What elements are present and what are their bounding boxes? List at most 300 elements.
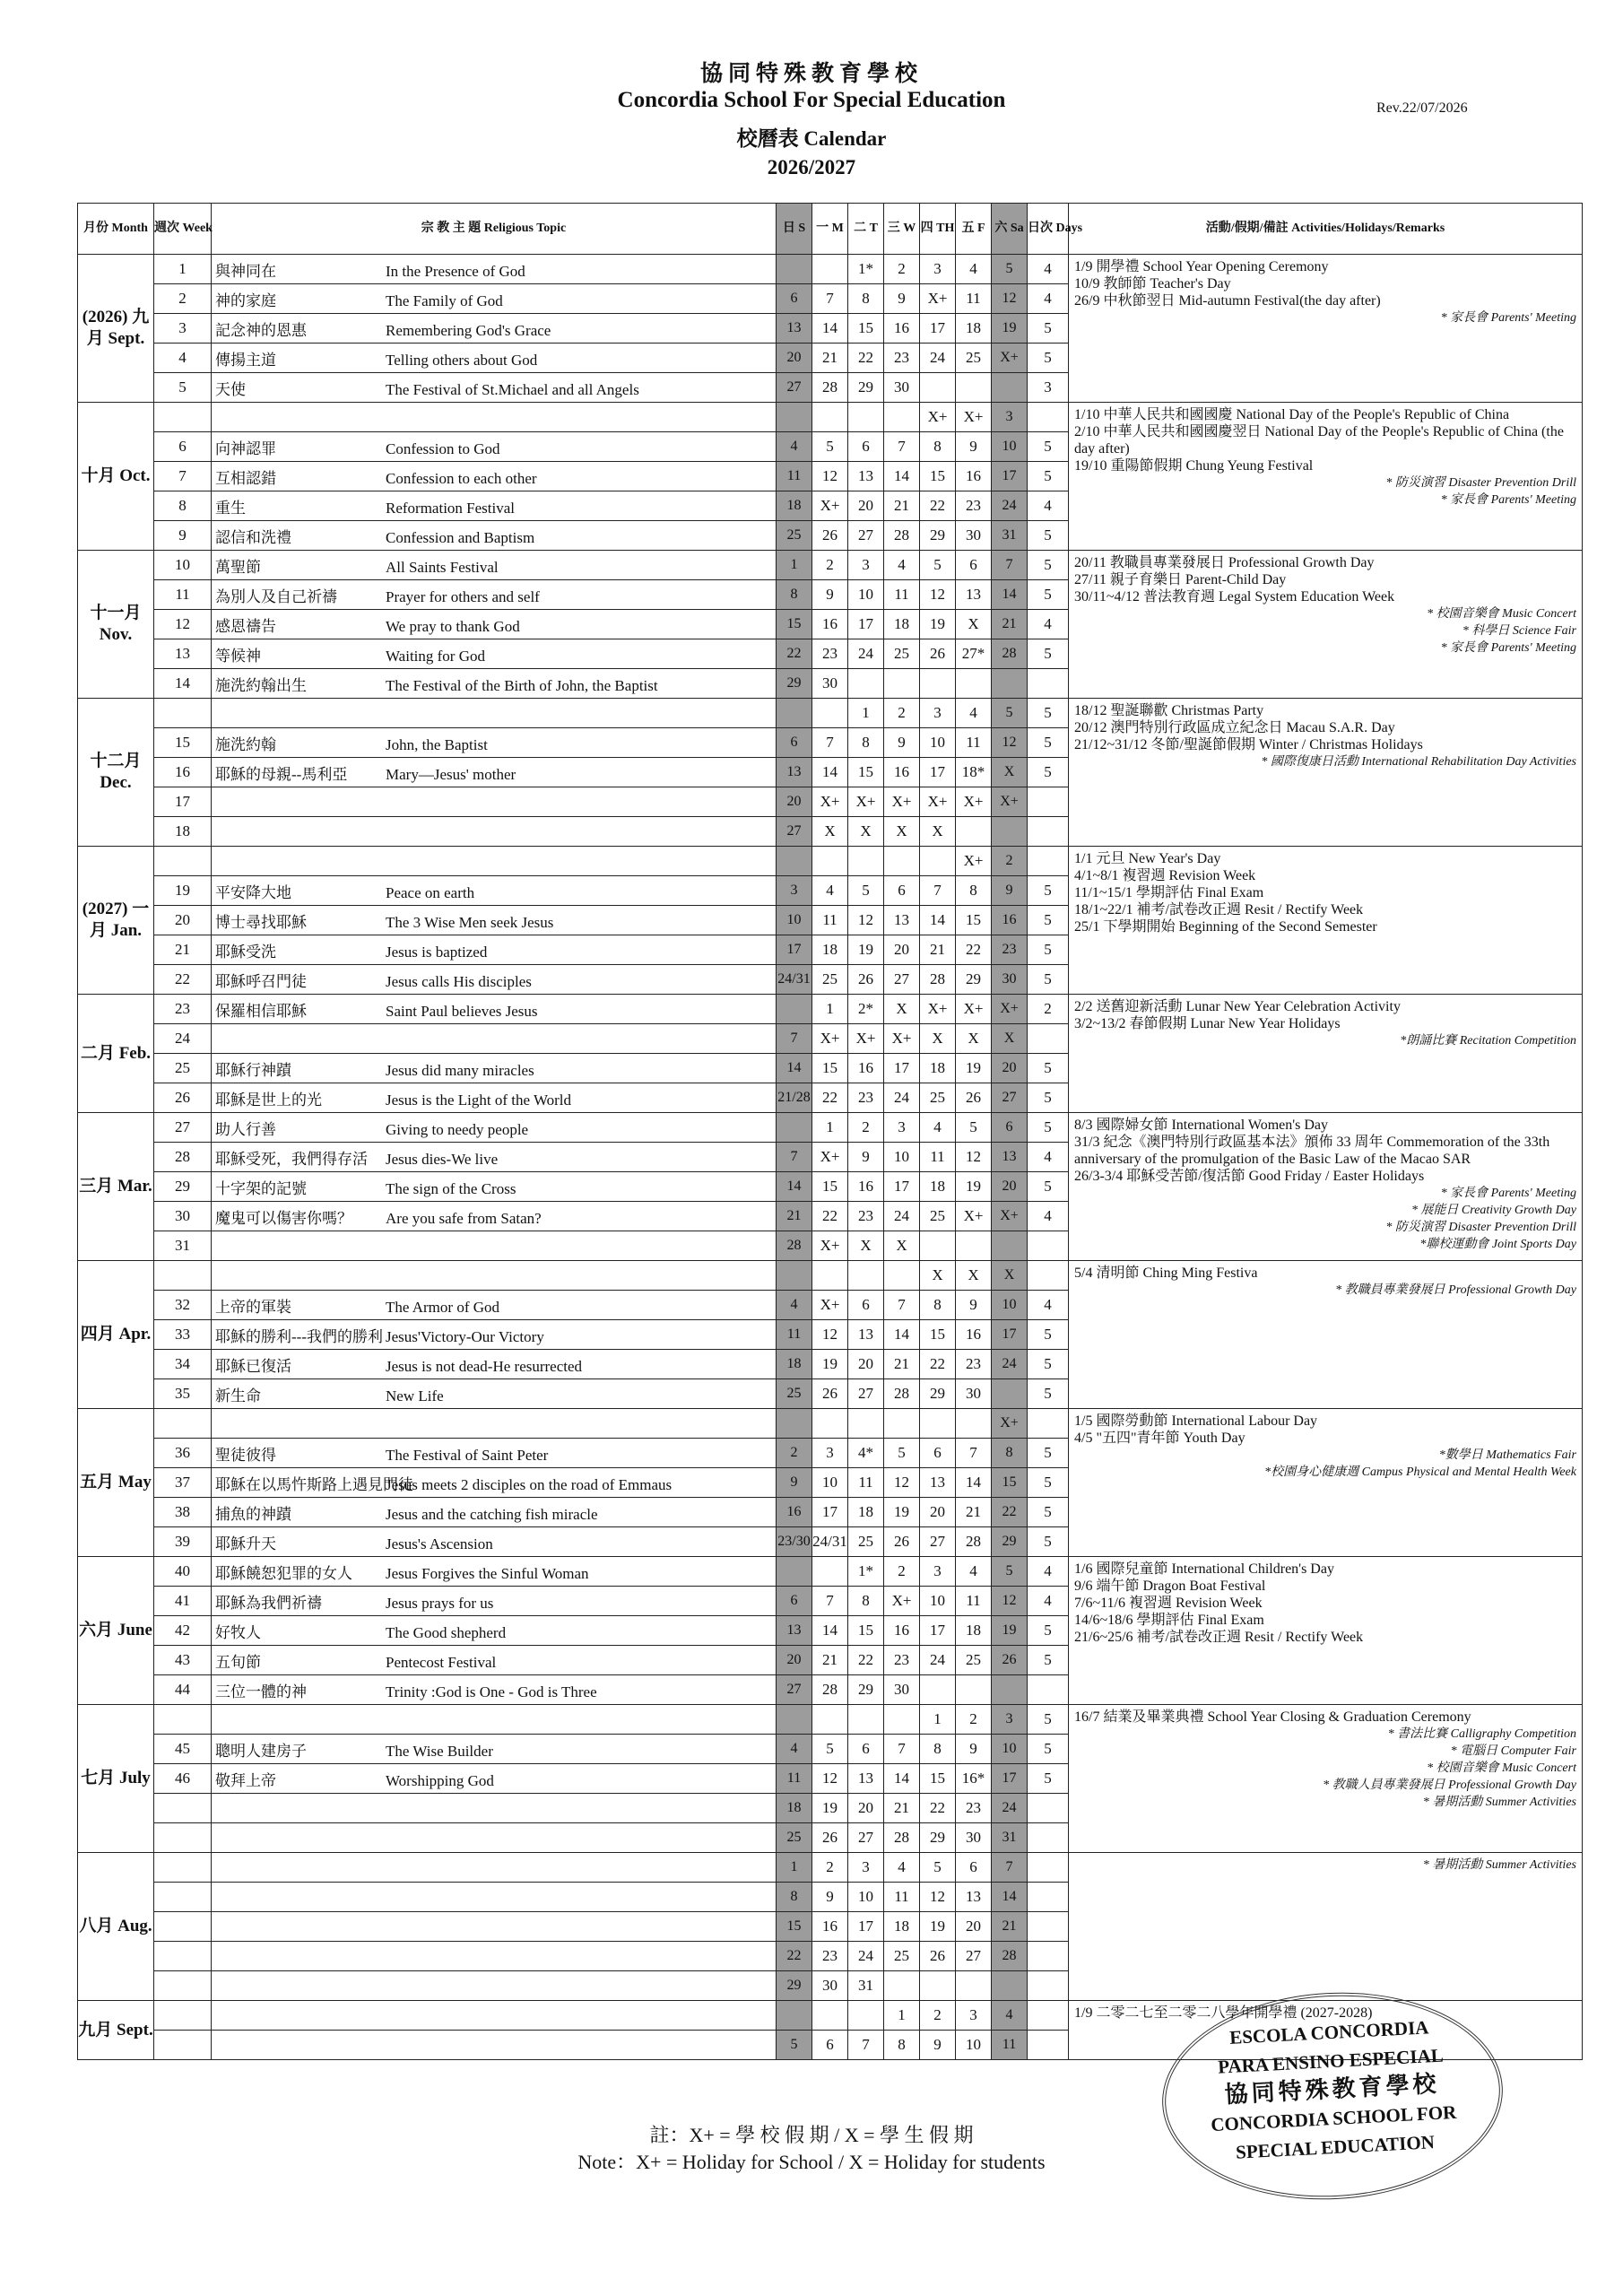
day-cell: 25: [777, 1823, 812, 1853]
day-cell: X+: [884, 787, 920, 817]
day-cell: 9: [812, 1883, 848, 1912]
day-cell: 9: [956, 1291, 992, 1320]
day-cell: 1: [777, 1853, 812, 1883]
day-count: 5: [1028, 1350, 1069, 1379]
day-cell: 20: [884, 935, 920, 965]
day-cell: 8: [956, 876, 992, 906]
religious-topic: [212, 1616, 777, 1646]
day-cell: 6: [920, 1439, 956, 1468]
day-cell: 12: [956, 1143, 992, 1172]
day-cell: 26: [920, 1942, 956, 1971]
religious-topic: [212, 876, 777, 906]
day-cell: X: [920, 817, 956, 847]
topic-zh: 感恩禱告: [215, 617, 276, 635]
day-cell: 3: [956, 2001, 992, 2031]
day-cell: 8: [777, 580, 812, 610]
day-cell: 7: [777, 1024, 812, 1054]
activity-item: 18/12 聖誕聯歡 Christmas Party: [1074, 703, 1264, 718]
day-count: [1028, 1231, 1069, 1261]
week-number: [154, 1971, 212, 2001]
day-cell: 19: [956, 1172, 992, 1202]
day-cell: [812, 403, 848, 432]
day-count: [1028, 1675, 1069, 1705]
remark-item: * 電腦日 Computer Fair: [1450, 1744, 1576, 1758]
day-count: 2: [1028, 995, 1069, 1024]
day-cell: [956, 1675, 992, 1705]
activity-item: 3/2~13/2 春節假期 Lunar New Year Holidays: [1074, 1016, 1341, 1031]
day-cell: 18: [848, 1498, 884, 1527]
day-cell: 20: [848, 1350, 884, 1379]
topic-en: New Life: [386, 1387, 444, 1405]
religious-topic: [212, 551, 777, 580]
day-cell: X+: [992, 995, 1028, 1024]
day-cell: [920, 1675, 956, 1705]
topic-zh: 耶穌升天: [215, 1535, 276, 1552]
month-label: 三月 Mar.: [78, 1113, 154, 1261]
day-cell: 1: [777, 551, 812, 580]
day-cell: 23: [956, 1794, 992, 1823]
day-cell: 14: [812, 1616, 848, 1646]
day-cell: 26: [920, 639, 956, 669]
topic-zh: 好牧人: [215, 1623, 261, 1641]
day-count: 4: [1028, 255, 1069, 284]
day-cell: 7: [812, 284, 848, 314]
day-cell: [848, 1261, 884, 1291]
day-cell: 11: [777, 1764, 812, 1794]
day-cell: 14: [920, 906, 956, 935]
day-cell: 4: [992, 2001, 1028, 2031]
day-cell: 16: [884, 314, 920, 344]
week-number: 20: [154, 906, 212, 935]
day-cell: 17: [848, 610, 884, 639]
day-count: [1028, 1971, 1069, 2001]
topic-zh: 魔鬼可以傷害你嗎？: [215, 1209, 352, 1227]
religious-topic: [212, 1942, 777, 1971]
day-cell: 15: [848, 314, 884, 344]
week-number: 7: [154, 462, 212, 491]
day-cell: 27: [992, 1083, 1028, 1113]
column-header: 活動/假期/備註 Activities/Holidays/Remarks: [1069, 204, 1583, 255]
day-cell: 9: [956, 432, 992, 462]
day-cell: 25: [956, 1646, 992, 1675]
day-cell: 22: [920, 491, 956, 521]
activity-item: 20/11 教職員專業發展日 Professional Growth Day: [1074, 555, 1375, 570]
day-cell: 26: [812, 1379, 848, 1409]
topic-en: Jesus'Victory-Our Victory: [386, 1327, 544, 1345]
week-number: 13: [154, 639, 212, 669]
day-cell: 7: [812, 1587, 848, 1616]
table-row: [78, 1853, 1583, 1883]
day-cell: 21/28: [777, 1083, 812, 1113]
religious-topic: [212, 314, 777, 344]
day-cell: 13: [777, 314, 812, 344]
day-cell: X+: [812, 1143, 848, 1172]
activity-item: 1/6 國際兒童節 International Children's Day: [1074, 1561, 1334, 1577]
day-cell: 7: [884, 1291, 920, 1320]
day-count: [1028, 1261, 1069, 1291]
topic-en: The Good shepherd: [386, 1623, 507, 1641]
table-row: [78, 1557, 1583, 1587]
topic-zh: 傳揚主道: [215, 351, 276, 369]
religious-topic: [212, 610, 777, 639]
day-cell: 28: [920, 965, 956, 995]
week-number: 8: [154, 491, 212, 521]
week-number: 30: [154, 1202, 212, 1231]
day-cell: 3: [920, 255, 956, 284]
day-cell: 22: [992, 1498, 1028, 1527]
day-cell: 8: [920, 1735, 956, 1764]
day-cell: 10: [920, 1587, 956, 1616]
day-cell: 11: [992, 2031, 1028, 2060]
day-cell: [812, 1409, 848, 1439]
day-cell: 15: [920, 1764, 956, 1794]
day-cell: [920, 847, 956, 876]
day-count: [1028, 1912, 1069, 1942]
day-cell: 8: [848, 1587, 884, 1616]
activity-item: 7/6~11/6 複習週 Revision Week: [1074, 1596, 1263, 1611]
topic-zh: 施洗約翰出生: [215, 676, 307, 694]
day-cell: 21: [920, 935, 956, 965]
religious-topic: [212, 403, 777, 432]
day-cell: 11: [956, 284, 992, 314]
religious-topic: [212, 521, 777, 551]
day-cell: 16: [812, 610, 848, 639]
day-count: [1028, 669, 1069, 699]
day-count: 5: [1028, 1705, 1069, 1735]
day-count: [1028, 847, 1069, 876]
day-cell: 10: [777, 906, 812, 935]
day-cell: 5: [992, 1557, 1028, 1587]
day-cell: 24: [920, 1646, 956, 1675]
day-cell: 30: [992, 965, 1028, 995]
day-cell: [884, 1409, 920, 1439]
calendar-title: 校曆表 Calendar: [736, 127, 887, 150]
day-cell: 14: [777, 1054, 812, 1083]
topic-en: Jesus dies-We live: [386, 1150, 499, 1168]
day-cell: [848, 669, 884, 699]
day-cell: 22: [956, 935, 992, 965]
remark-item: *數學日 Mathematics Fair: [1438, 1448, 1576, 1462]
religious-topic: [212, 995, 777, 1024]
week-number: 37: [154, 1468, 212, 1498]
activity-item: 1/9 開學禮 School Year Opening Ceremony: [1074, 259, 1329, 274]
topic-zh: 聖徒彼得: [215, 1446, 276, 1464]
day-cell: [992, 669, 1028, 699]
day-cell: 8: [920, 432, 956, 462]
day-cell: 24: [992, 1350, 1028, 1379]
day-cell: 16: [884, 1616, 920, 1646]
day-count: 5: [1028, 728, 1069, 758]
topic-zh: 五旬節: [215, 1653, 261, 1671]
day-count: 5: [1028, 876, 1069, 906]
day-cell: 10: [848, 580, 884, 610]
day-count: 4: [1028, 1202, 1069, 1231]
day-count: 4: [1028, 1143, 1069, 1172]
topic-zh: 施洗約翰: [215, 735, 276, 753]
religious-topic: [212, 935, 777, 965]
day-cell: 27: [848, 1379, 884, 1409]
remark-item: * 國際復康日活動 International Rehabilitation Day Activities: [1261, 755, 1576, 769]
day-cell: 7: [992, 551, 1028, 580]
week-number: 35: [154, 1379, 212, 1409]
day-cell: 9: [848, 1143, 884, 1172]
remark-item: * 家長會 Parents' Meeting: [1440, 311, 1576, 325]
activity-item: 18/1~22/1 補考/試卷改正週 Resit / Rectify Week: [1074, 902, 1364, 918]
religious-topic: [212, 1083, 777, 1113]
religious-topic: [212, 2001, 777, 2031]
day-cell: 5: [777, 2031, 812, 2060]
day-cell: 11: [777, 1320, 812, 1350]
week-number: 38: [154, 1498, 212, 1527]
day-cell: 28: [992, 1942, 1028, 1971]
topic-en: Jesus is baptized: [386, 943, 488, 961]
day-cell: 12: [920, 1883, 956, 1912]
topic-en: In the Presence of God: [386, 262, 525, 280]
topic-en: Prayer for others and self: [386, 587, 540, 605]
topic-zh: 耶穌的母親--馬利亞: [215, 765, 348, 783]
day-cell: 5: [920, 551, 956, 580]
week-number: 25: [154, 1054, 212, 1083]
day-cell: 17: [920, 758, 956, 787]
day-cell: [812, 255, 848, 284]
day-cell: [812, 1261, 848, 1291]
religious-topic: [212, 1113, 777, 1143]
day-cell: 13: [848, 1764, 884, 1794]
day-cell: 14: [884, 1764, 920, 1794]
day-cell: 27*: [956, 639, 992, 669]
topic-en: The 3 Wise Men seek Jesus: [386, 913, 554, 931]
week-number: 9: [154, 521, 212, 551]
day-cell: 8: [884, 2031, 920, 2060]
day-cell: [992, 1231, 1028, 1261]
school-name-en: Concordia School For Special Education: [617, 88, 1006, 112]
school-calendar-table: [77, 203, 1583, 2060]
activities-cell: [1069, 699, 1583, 847]
week-number: 44: [154, 1675, 212, 1705]
activity-item: 9/6 端午節 Dragon Boat Festival: [1074, 1578, 1266, 1594]
day-count: 5: [1028, 314, 1069, 344]
topic-zh: 耶穌呼召門徒: [215, 972, 307, 990]
religious-topic: [212, 1675, 777, 1705]
religious-topic: [212, 1320, 777, 1350]
week-number: 26: [154, 1083, 212, 1113]
day-cell: 20: [956, 1912, 992, 1942]
day-cell: 25: [848, 1527, 884, 1557]
day-cell: 18: [884, 1912, 920, 1942]
day-count: [1028, 1794, 1069, 1823]
day-cell: 5: [884, 1439, 920, 1468]
activities-cell: [1069, 403, 1583, 551]
week-number: 17: [154, 787, 212, 817]
activity-item: 14/6~18/6 學期評估 Final Exam: [1074, 1613, 1264, 1628]
stamp-line: PARA ENSINO ESPECIAL: [1217, 2044, 1445, 2078]
column-header: 日 S: [777, 204, 812, 255]
religious-topic: [212, 1172, 777, 1202]
day-cell: 31: [992, 521, 1028, 551]
day-cell: 26: [956, 1083, 992, 1113]
topic-en: Jesus did many miracles: [386, 1061, 534, 1079]
religious-topic: [212, 1202, 777, 1231]
day-cell: 7: [992, 1853, 1028, 1883]
day-cell: 23: [956, 1350, 992, 1379]
week-number: 32: [154, 1291, 212, 1320]
topic-en: Jesus calls His disciples: [386, 972, 532, 990]
topic-en: All Saints Festival: [386, 558, 499, 576]
week-number: 4: [154, 344, 212, 373]
day-cell: 27: [777, 373, 812, 403]
activity-item: 1/9 二零二七至二零二八學年開學禮 (2027-2028): [1074, 2005, 1373, 2021]
remark-item: *聯校運動會 Joint Sports Day: [1419, 1238, 1576, 1251]
week-number: [154, 1705, 212, 1735]
day-cell: 24: [992, 491, 1028, 521]
day-cell: 26: [848, 965, 884, 995]
day-count: [1028, 787, 1069, 817]
religious-topic: [212, 1883, 777, 1912]
day-cell: 20: [777, 787, 812, 817]
day-cell: 12: [848, 906, 884, 935]
activity-item: 31/3 紀念《澳門特別行政區基本法》頒佈 33 周年 Commemoration of the 33th anniversary of the promulgation of the Basic Law of the Macao SAR: [1074, 1135, 1550, 1167]
day-cell: 5: [956, 1113, 992, 1143]
column-header: 三 W: [884, 204, 920, 255]
day-cell: 4: [812, 876, 848, 906]
month-label: 八月 Aug.: [78, 1853, 154, 2001]
table-row: [78, 1409, 1583, 1439]
day-cell: X: [956, 1261, 992, 1291]
day-cell: [884, 1705, 920, 1735]
month-label: 七月 July: [78, 1705, 154, 1853]
day-cell: [884, 403, 920, 432]
topic-en: Giving to needy people: [386, 1120, 529, 1138]
day-count: 5: [1028, 1379, 1069, 1409]
day-count: 5: [1028, 551, 1069, 580]
day-count: [1028, 1942, 1069, 1971]
day-cell: 7: [812, 728, 848, 758]
day-cell: 3: [920, 1557, 956, 1587]
table-row: [78, 1705, 1583, 1735]
day-cell: 4: [956, 1557, 992, 1587]
day-cell: 16: [812, 1912, 848, 1942]
week-number: [154, 1261, 212, 1291]
topic-zh: 耶穌受死，我們得存活: [215, 1150, 368, 1168]
day-cell: 8: [777, 1883, 812, 1912]
day-cell: 23: [848, 1202, 884, 1231]
day-cell: 1*: [848, 1557, 884, 1587]
day-cell: 3: [992, 1705, 1028, 1735]
religious-topic: [212, 491, 777, 521]
day-cell: 9: [884, 284, 920, 314]
activity-item: 2/2 送舊迎新活動 Lunar New Year Celebration Activity: [1074, 999, 1401, 1014]
day-count: 5: [1028, 521, 1069, 551]
day-cell: 1: [848, 699, 884, 728]
day-cell: 23: [884, 344, 920, 373]
topic-zh: 耶穌饒恕犯罪的女人: [215, 1564, 352, 1582]
day-cell: X+: [812, 1291, 848, 1320]
day-cell: [920, 1971, 956, 2001]
day-cell: 5: [920, 1853, 956, 1883]
week-number: 15: [154, 728, 212, 758]
day-cell: 9: [777, 1468, 812, 1498]
week-number: [154, 403, 212, 432]
religious-topic: [212, 817, 777, 847]
day-cell: [884, 1261, 920, 1291]
day-cell: [848, 1409, 884, 1439]
day-cell: 3: [848, 1853, 884, 1883]
day-cell: 1*: [848, 255, 884, 284]
topic-en: Pentecost Festival: [386, 1653, 497, 1671]
day-cell: 10: [920, 728, 956, 758]
day-cell: 10: [884, 1143, 920, 1172]
day-cell: 17: [777, 935, 812, 965]
day-cell: 20: [992, 1172, 1028, 1202]
week-number: 21: [154, 935, 212, 965]
week-number: 22: [154, 965, 212, 995]
day-cell: 23: [956, 491, 992, 521]
day-cell: [956, 817, 992, 847]
day-cell: 15: [777, 1912, 812, 1942]
activities-cell: [1069, 1557, 1583, 1705]
activities-cell: [1069, 995, 1583, 1113]
activity-item: 1/5 國際勞動節 International Labour Day: [1074, 1413, 1318, 1429]
week-number: [154, 847, 212, 876]
topic-en: Telling others about God: [386, 351, 538, 369]
day-cell: 12: [812, 462, 848, 491]
day-cell: X+: [920, 995, 956, 1024]
day-cell: 17: [848, 1912, 884, 1942]
remark-item: * 校園音樂會 Music Concert: [1427, 1761, 1576, 1775]
day-cell: 15: [920, 1320, 956, 1350]
day-cell: 3: [812, 1439, 848, 1468]
day-cell: 16: [777, 1498, 812, 1527]
day-cell: 6: [956, 1853, 992, 1883]
day-cell: 6: [777, 284, 812, 314]
day-count: [1028, 1853, 1069, 1883]
week-number: [154, 2031, 212, 2060]
topic-en: Worshipping God: [386, 1771, 494, 1789]
day-cell: 19: [920, 610, 956, 639]
day-cell: 13: [848, 462, 884, 491]
day-cell: 30: [812, 669, 848, 699]
day-cell: 29: [956, 965, 992, 995]
week-number: 16: [154, 758, 212, 787]
day-cell: 6: [956, 551, 992, 580]
day-cell: 24/31: [812, 1527, 848, 1557]
topic-en: The sign of the Cross: [386, 1179, 516, 1197]
day-cell: 25: [777, 521, 812, 551]
day-cell: X+: [812, 1231, 848, 1261]
day-cell: X+: [992, 1409, 1028, 1439]
day-count: [1028, 817, 1069, 847]
day-cell: 3: [884, 1113, 920, 1143]
topic-zh: 等候神: [215, 647, 261, 665]
day-cell: 18: [920, 1172, 956, 1202]
day-cell: 21: [812, 1646, 848, 1675]
day-cell: 16: [956, 462, 992, 491]
topic-zh: 上帝的軍裝: [215, 1298, 291, 1316]
religious-topic: [212, 699, 777, 728]
remark-item: * 暑期活動 Summer Activities: [1422, 1796, 1576, 1809]
day-cell: 2: [884, 255, 920, 284]
topic-zh: 捕魚的神蹟: [215, 1505, 291, 1523]
day-cell: 24: [920, 344, 956, 373]
day-cell: 29: [920, 1379, 956, 1409]
week-number: 39: [154, 1527, 212, 1557]
topic-en: Jesus Forgives the Sinful Woman: [386, 1564, 589, 1582]
week-number: 1: [154, 255, 212, 284]
religious-topic: [212, 2031, 777, 2060]
activity-item: 1/10 中華人民共和國國慶 National Day of the People's Republic of China: [1074, 407, 1510, 422]
day-cell: [920, 373, 956, 403]
table-row: [78, 699, 1583, 728]
